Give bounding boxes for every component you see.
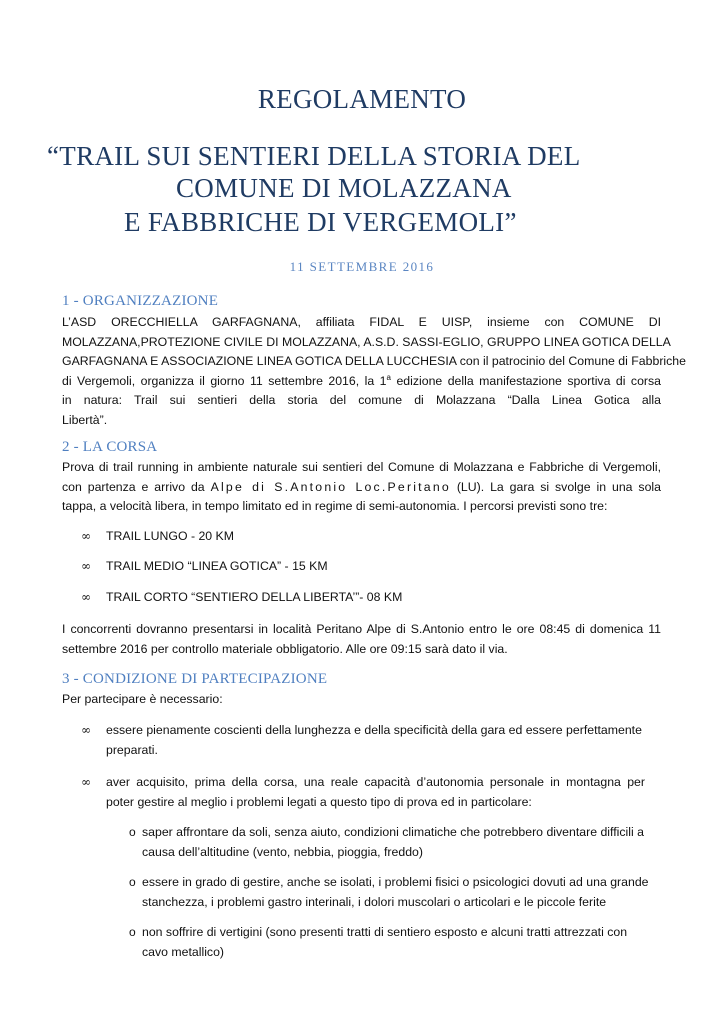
text-line: saper affrontare da soli, senza aiuto, condizioni climatiche che potrebbero diventare difficili a (142, 825, 644, 839)
route-item: TRAIL LUNGO - 20 KM (106, 529, 235, 543)
superscript: a (386, 372, 391, 382)
title-line-2: “TRAIL SUI SENTIERI DELLA STORIA DEL (47, 141, 581, 171)
text-line: MOLAZZANA,PROTEZIONE CIVILE DI MOLAZZANA, A.S.D. SASSI-EGLIO, GRUPPO LINEA GOTICA DELLA (62, 334, 671, 349)
route-item: TRAIL MEDIO “LINEA GOTICA” - 15 KM (106, 559, 328, 573)
text-line: stanchezza, i problemi gastro interinali, i dolori muscolari o articolari e le piccole ferite (142, 894, 607, 909)
text-line: poter gestire al meglio i problemi legati a questo tipo di prova ed in particolare: (106, 794, 532, 809)
heading-condizione: 3 - CONDIZIONE DI PARTECIPAZIONE (62, 671, 328, 687)
text-fragment: edizione della manifestazione sportiva di corsa (390, 373, 661, 388)
event-date: 11 SETTEMBRE 2016 (289, 259, 435, 274)
paragraph-corsa-timing (62, 620, 661, 659)
text-fragment: (LU). La gara si svolge in una sola (450, 479, 661, 494)
text-line: cavo metallico) (142, 944, 225, 959)
sub-requirement-item (142, 923, 662, 962)
location-text: Alpe di S.Antonio Loc.Peritano (210, 479, 451, 494)
text-fragment: con partenza e arrivo da (62, 479, 211, 494)
document-title: REGOLAMENTO (257, 84, 467, 114)
circle-bullet-icon: o (129, 925, 136, 939)
paragraph-condizione-intro (62, 690, 661, 710)
requirement-item (106, 773, 645, 812)
text-line: Prova di trail running in ambiente naturale sui sentieri del Comune di Molazzana e Fabbriche di Vergemoli, (62, 460, 661, 474)
paragraph-organizzazione (62, 313, 686, 430)
text-line: aver acquisito, prima della corsa, una reale capacità d’autonomia personale in montagna per (106, 775, 645, 789)
sub-requirement-item (142, 823, 662, 862)
title-line-4: E FABBRICHE DI VERGEMOLI” (124, 207, 517, 237)
infinity-bullet-icon: ∞ (81, 775, 91, 789)
circle-bullet-icon: o (129, 825, 136, 839)
text-line: Per partecipare è necessario: (62, 692, 223, 706)
text-line: in natura: Trail sui sentieri della storia del comune di Molazzana “Dalla Linea Gotica alla (62, 393, 661, 407)
paragraph-corsa (62, 458, 661, 517)
text-line: non soffrire di vertigini (sono presenti tratti di sentiero esposto e alcuni tratti attrezzati con (142, 925, 628, 939)
text-line: L’ASD ORECCHIELLA GARFAGNANA, affiliata FIDAL E UISP, insieme con COMUNE DI (62, 315, 661, 329)
heading-organizzazione: 1 - ORGANIZZAZIONE (62, 293, 219, 309)
text-line: essere pienamente coscienti della lunghezza e della specificità della gara ed essere perfettamente (106, 723, 642, 737)
text-line: GARFAGNANA E ASSOCIAZIONE LINEA GOTICA DELLA LUCCHESIA con il patrocinio del Comune di Fabbriche (62, 354, 686, 368)
infinity-bullet-icon: ∞ (81, 590, 91, 604)
route-item: TRAIL CORTO “SENTIERO DELLA LIBERTA’”- 08 KM (106, 590, 403, 604)
text-line (62, 478, 661, 498)
text-line (62, 372, 661, 392)
text-line: causa dell’altitudine (vento, nebbia, pioggia, freddo) (142, 844, 423, 859)
title-line-3: COMUNE DI MOLAZZANA (176, 173, 512, 203)
heading-corsa: 2 - LA CORSA (62, 439, 158, 455)
text-fragment: di Vergemoli, organizza il giorno 11 settembre 2016, la 1 (62, 373, 387, 388)
text-line: Libertà”. (62, 412, 108, 427)
infinity-bullet-icon: ∞ (81, 723, 91, 737)
text-line: I concorrenti dovranno presentarsi in località Peritano Alpe di S.Antonio entro le ore 08:45 di domenica 11 (62, 622, 661, 636)
text-line: tappa, a velocità libera, in tempo limitato ed in regime di semi-autonomia. I percorsi previsti sono tre: (62, 499, 608, 513)
circle-bullet-icon: o (129, 875, 136, 889)
sub-requirement-item (142, 873, 662, 912)
text-line: preparati. (106, 742, 158, 757)
text-line: essere in grado di gestire, anche se isolati, i problemi fisici o psicologici dovuti ad una grande (142, 875, 649, 889)
text-line: settembre 2016 per controllo materiale obbligatorio. Alle ore 09:15 sarà dato il via. (62, 641, 508, 656)
requirement-item (106, 721, 646, 760)
infinity-bullet-icon: ∞ (81, 529, 91, 543)
infinity-bullet-icon: ∞ (81, 559, 91, 573)
